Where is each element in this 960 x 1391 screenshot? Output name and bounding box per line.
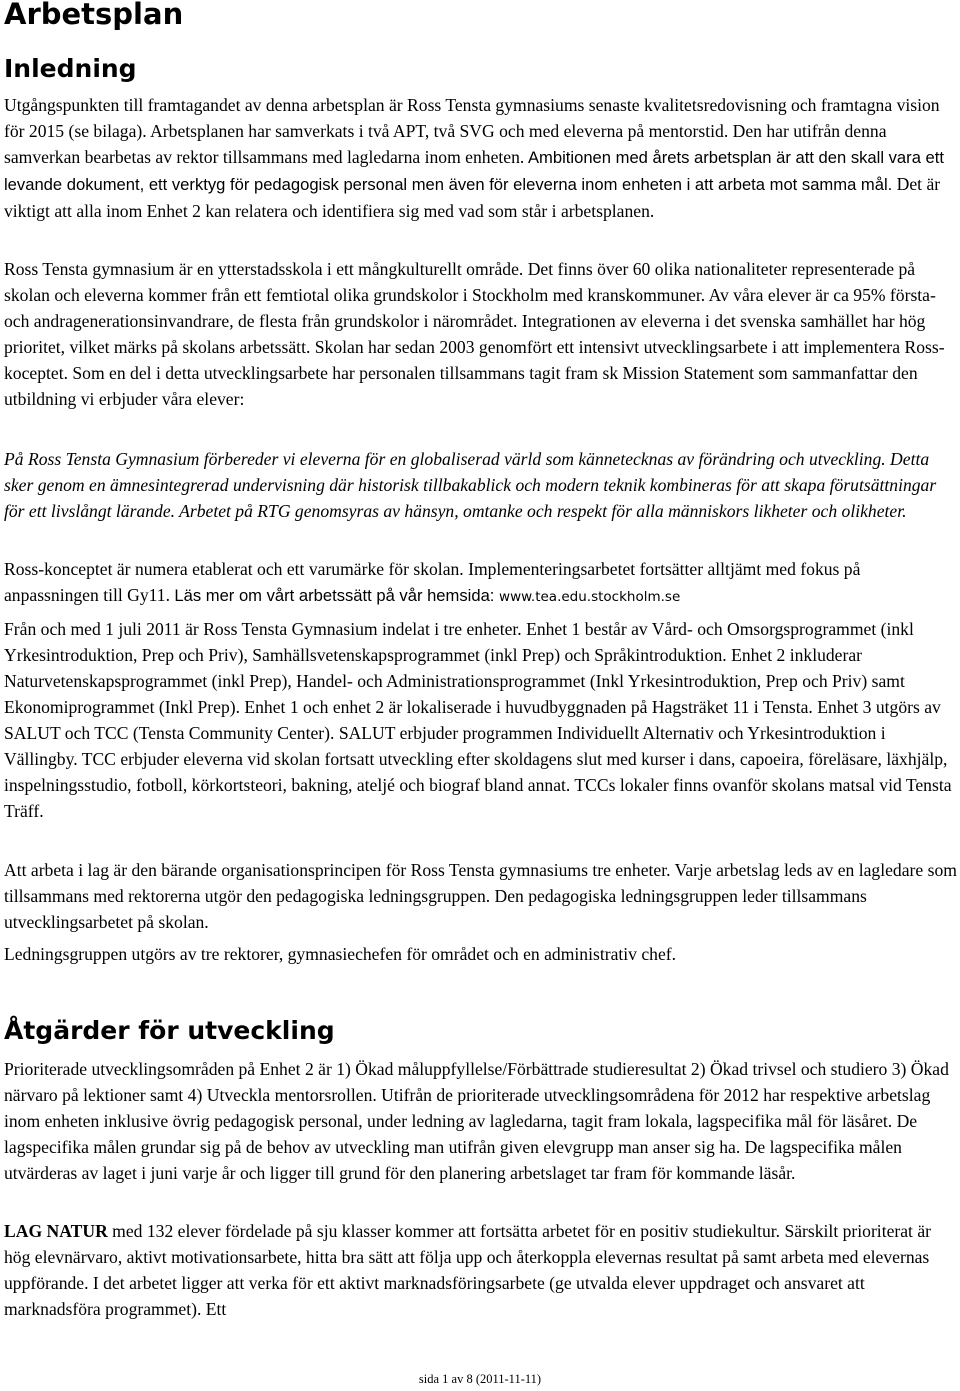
mission-statement-quote: På Ross Tensta Gymnasium förbereder vi eleverna för en globaliserad värld som kännetecknas av förändring och utveckling. Detta sker genom en ämnesintegrerad undervisning där historisk tillbakablick och modern teknik kombineras för att skapa förutsättningar för ett livslångt lärande. Arbetet på RTG genomsyras av hänsyn, omtanke och respekt för alla människors likheter och olikheter. <box>4 449 937 521</box>
page-footer: sida 1 av 8 (2011-11-11) <box>418 1372 542 1386</box>
intro-paragraph-1-sentence-3: Det är viktigt att alla inom Enhet 2 kan relatera och identifiera sig med vad som står i arbetsplanen. <box>4 174 941 221</box>
intro-paragraph-2: Ross Tensta gymnasium är en ytterstadsskola i ett mångkulturellt område. Det finns över 60 olika nationaliteter representerade på skolan och eleverna kommer från ett femtiotal olika grundskolor i Stockholm med kranskommuner. Av våra elever är ca 95% första- och andragenerationsinvandrare, de flesta från grundskolor i närområdet. Integrationen av eleverna i det svenska samhället har hög prioritet, vilket märks på skolans arbetssätt. Skolan har sedan 2003 genomfört ett intensivt utvecklingsarbete i att implementera Ross-koceptet. Som en del i detta utvecklingsarbete har personalen tillsammans tagit fram sk Mission Statement som sammanfattar den utbildning vi erbjuder våra elever: <box>4 259 945 409</box>
intro-paragraph-4: Från och med 1 juli 2011 är Ross Tensta Gymnasium indelat i tre enheter. Enhet 1 består av Vård- och Omsorgsprogrammet (inkl Yrkesintroduktion, Prep och Priv), Samhällsvetenskapsprogrammet (inkl Prep) och Språkintroduktion. Enhet 2 inkluderar Naturvetenskapsprogrammet (inkl Prep), Handel- och Administrationsprogrammet (Inkl Yrkesintroduktion, Prep och Priv) samt Ekonomiprogrammet (Inkl Prep). Enhet 1 och enhet 2 är lokaliserade i huvudbyggnaden på Hagsträket 11 i Tensta. Enhet 3 utgörs av SALUT och TCC (Tensta Community Center). SALUT erbjuder programmen Individuellt Alternativ och Yrkesintroduktion i Vällingby. TCC erbjuder eleverna vid skolan fortsatt utveckling efter skoldagens slut med kurser i dans, capoeira, föreläsare, läxhjälp, inspelningsstudio, fotboll, körkortsteori, bakning, ateljé och biograf bland annat. TCCs lokaler finns ovanför skolans matsal vid Tensta Träff. <box>4 619 952 821</box>
section-heading-inledning: Inledning <box>4 54 137 83</box>
lag-natur-label: LAG NATUR <box>4 1221 108 1241</box>
intro-paragraph-3 <box>4 556 957 610</box>
section-heading-atgarder: Åtgärder för utveckling <box>4 1016 335 1045</box>
intro-paragraph-3-text: Ross-konceptet är numera etablerat och ett varumärke för skolan. Implementeringsarbetet fortsätter alltjämt med fokus på anpassningen till Gy11. <box>4 559 861 605</box>
intro-paragraph-1 <box>4 92 957 224</box>
website-link[interactable]: www.tea.edu.stockholm.se <box>499 589 681 605</box>
intro-paragraph-1-sentence-1: Utgångspunkten till framtagandet av denna arbetsplan är Ross Tensta gymnasiums senaste kvalitetsredovisning och framtagna vision för 2015 (se bilaga). Arbetsplanen har samverkats i två APT, två SVG och med eleverna på mentorstid. Den har utifrån denna samverkan bearbetas av rektor tillsammans med lagledarna inom enheten. <box>4 95 940 167</box>
intro-paragraph-6: Ledningsgruppen utgörs av tre rektorer, gymnasiechefen för området och en administrativ chef. <box>4 944 677 964</box>
page-title: Arbetsplan <box>4 0 184 31</box>
actions-paragraph-2-text: med 132 elever fördelade på sju klasser kommer att fortsätta arbetet för en positiv studiekultur. Särskilt prioriterat är hög elevnärvaro, aktivt motivationsarbete, hitta bra sätt att följa upp och återkoppla elevernas resultat på samt arbeta med elevernas uppförande. I det arbetet ligger att verka för ett aktivt marknadsföringsarbete (ge utvalda elever uppdraget och ansvaret att marknadsföra programmet). Ett <box>4 1221 932 1319</box>
actions-paragraph-2 <box>4 1218 957 1322</box>
actions-paragraph-1: Prioriterade utvecklingsområden på Enhet 2 är 1) Ökad måluppfyllelse/Förbättrade studieresultat 2) Ökad trivsel och studiero 3) Ökad närvaro på lektioner samt 4) Utveckla mentorsrollen. Utifrån de prioriterade utvecklingsområdena för 2012 har respektive arbetslag inom enheten inklusive övrig pedagogisk personal, under ledning av lagledarna, tagit fram lokala, lagspecifika mål för läsåret. De lagspecifika målen grundar sig på de behov av utveckling man utifrån given elevgrupp man anser sig ha. De lagspecifika målen utvärderas av laget i juni varje år och ligger till grund för den planering arbetslaget tar fram för kommande läsår. <box>4 1059 949 1183</box>
intro-paragraph-5: Att arbeta i lag är den bärande organisationsprincipen för Ross Tensta gymnasiums tre enheter. Varje arbetslag leds av en lagledare som tillsammans med rektorerna utgör den pedagogiska ledningsgruppen. Den pedagogiska ledningsgruppen leder tillsammans utvecklingsarbetet på skolan. <box>4 860 957 932</box>
intro-paragraph-1-sentence-2: Ambitionen med årets arbetsplan är att den skall vara ett levande dokument, ett verktyg för pedagogisk personal men även för eleverna inom enheten i att arbeta mot samma mål. <box>4 148 944 194</box>
intro-paragraph-3-tail: Läs mer om vårt arbetssätt på vår hemsida: <box>174 586 500 605</box>
